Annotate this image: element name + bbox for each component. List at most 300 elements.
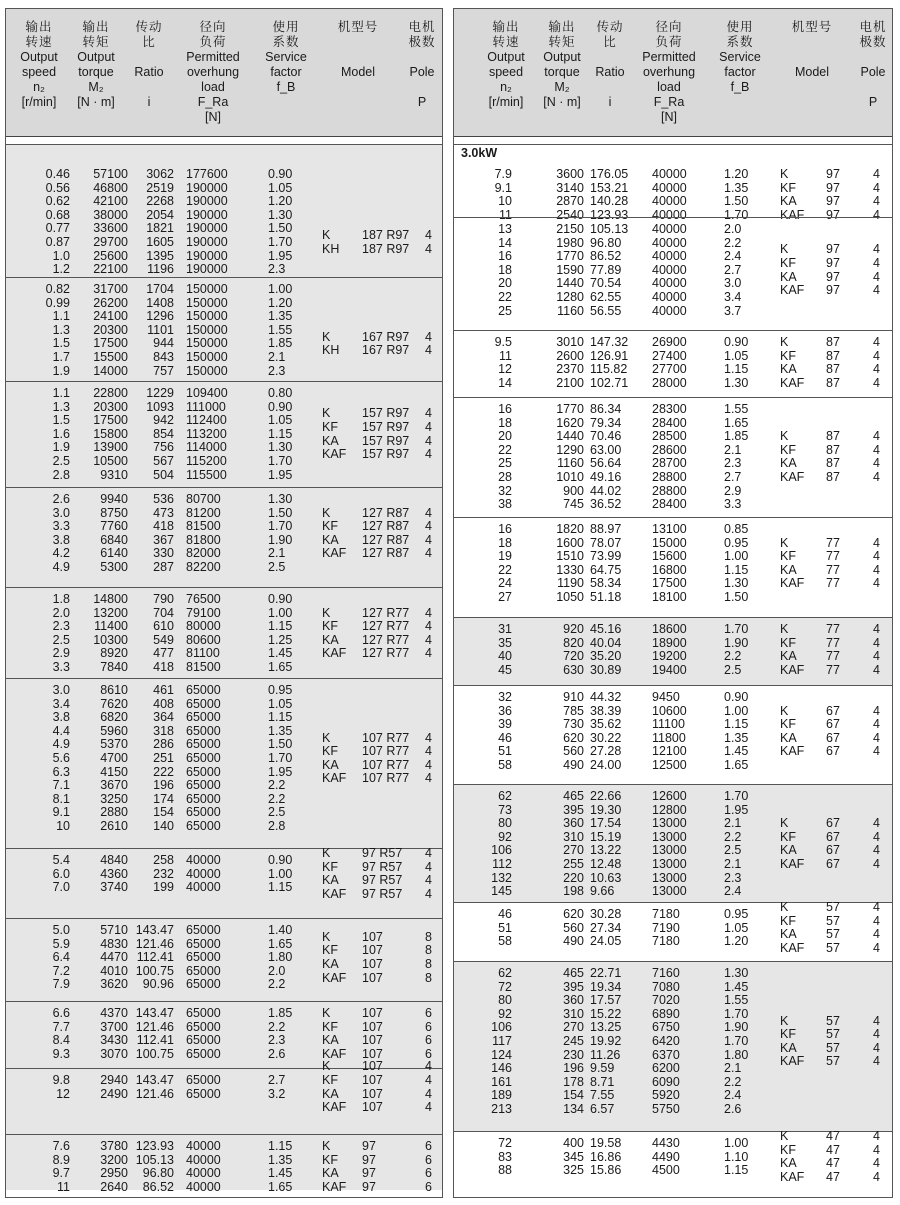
right-cell-speed: 9.1 <box>494 180 512 195</box>
right-cell-service: 1.30 <box>724 576 749 591</box>
right-cell-torque: 1980 <box>556 235 584 250</box>
left-cell-torque: 3780 <box>100 1139 128 1153</box>
left-cell-ratio: 2054 <box>146 207 174 222</box>
left-model-mtype: K <box>322 505 331 520</box>
right-cell-torque: 178 <box>563 1074 584 1089</box>
left-model-mtype: K <box>322 228 331 243</box>
left-table-row <box>6 195 442 208</box>
left-model-mnum: 97 <box>362 1166 376 1181</box>
right-cell-speed: 62 <box>498 966 512 980</box>
right-cell-ratio: 123.93 <box>590 207 629 222</box>
right-cell-speed: 22 <box>498 442 512 457</box>
left-cell-service: 1.20 <box>268 194 293 209</box>
right-header-torque-line: [N · m] <box>543 95 581 109</box>
right-model-row <box>454 942 892 955</box>
left-model-mtype: K <box>322 329 331 344</box>
left-cell-load: 40000 <box>186 1166 221 1181</box>
right-model-mnum: 97 <box>826 283 840 298</box>
left-cell-service: 1.00 <box>268 866 293 881</box>
right-model-mnum: 97 <box>826 180 840 195</box>
left-cell-ratio: 100.75 <box>135 963 174 978</box>
left-header-torque <box>68 20 124 110</box>
left-header-service-line: 使用 <box>272 20 300 34</box>
left-cell-speed: 2.6 <box>52 492 70 506</box>
left-cell-ratio: 1101 <box>147 322 174 337</box>
left-header-load <box>174 20 252 125</box>
left-cell-ratio: 408 <box>153 696 174 711</box>
left-model-mtype: KF <box>322 1073 338 1087</box>
left-model-row <box>6 547 442 560</box>
right-cell-ratio: 73.99 <box>590 549 622 564</box>
right-model-mtype: KF <box>780 180 796 195</box>
left-model-pole: 6 <box>425 1179 432 1194</box>
right-model-mnum: 97 <box>826 167 840 181</box>
right-model-pole: 4 <box>873 829 880 844</box>
right-cell-load: 12800 <box>652 802 687 817</box>
left-model-mnum: 97 R57 <box>362 887 403 901</box>
left-cell-ratio: 100.75 <box>135 1046 174 1061</box>
right-cell-torque: 3140 <box>556 180 584 195</box>
right-model-row <box>454 257 892 270</box>
left-cell-load: 65000 <box>186 805 221 820</box>
left-cell-ratio: 944 <box>153 336 174 351</box>
right-cell-load: 7180 <box>652 934 680 949</box>
right-model-pole: 4 <box>873 913 880 928</box>
left-cell-ratio: 258 <box>153 853 174 867</box>
right-cell-load: 27400 <box>652 348 687 363</box>
right-cell-speed: 36 <box>498 703 512 718</box>
right-model-mtype: KF <box>780 1142 796 1157</box>
right-cell-ratio: 58.34 <box>590 576 622 591</box>
right-cell-torque: 1600 <box>556 535 584 550</box>
left-model-pole: 8 <box>425 943 432 958</box>
right-model-row <box>454 168 892 181</box>
right-table-row <box>454 591 892 604</box>
right-table-row <box>454 223 892 236</box>
left-model-mtype: KAF <box>322 771 347 786</box>
right-cell-service: 1.30 <box>724 966 749 980</box>
right-model-mtype: KA <box>780 269 797 284</box>
right-cell-service: 1.15 <box>724 717 749 732</box>
right-cell-load: 15600 <box>652 549 687 564</box>
left-cell-service: 2.6 <box>268 1046 286 1061</box>
right-cell-torque: 1290 <box>556 442 584 457</box>
left-cell-load: 81200 <box>186 505 221 520</box>
right-cell-torque: 490 <box>563 934 584 949</box>
left-table-row <box>6 469 442 482</box>
right-cell-speed: 112 <box>492 857 512 871</box>
right-table-row <box>454 417 892 430</box>
left-cell-service: 1.30 <box>268 207 293 222</box>
left-model-mnum: 157 R97 <box>362 420 410 434</box>
right-header-ratio-line: Ratio <box>595 65 625 79</box>
left-cell-ratio: 1704 <box>146 282 174 296</box>
left-header-load-line: load <box>201 80 225 94</box>
left-cell-service: 1.70 <box>268 519 293 534</box>
left-model-row <box>6 1074 442 1087</box>
right-cell-speed: 80 <box>498 816 512 831</box>
left-cell-ratio: 843 <box>153 350 174 364</box>
right-cell-load: 12500 <box>652 758 687 772</box>
left-model-row <box>6 448 442 461</box>
right-cell-ratio: 6.57 <box>590 1102 615 1116</box>
right-cell-ratio: 96.80 <box>590 235 622 250</box>
right-model-mnum: 67 <box>826 717 840 732</box>
right-table-row <box>454 1076 892 1089</box>
right-header-service-line: f_B <box>730 80 750 94</box>
right-cell-ratio: 44.32 <box>590 690 622 704</box>
left-cell-service: 0.90 <box>268 167 293 181</box>
right-model-mnum: 57 <box>826 1013 840 1028</box>
left-cell-load: 65000 <box>186 1033 221 1048</box>
right-cell-speed: 117 <box>492 1034 512 1048</box>
left-model-mtype: KAF <box>322 1179 347 1194</box>
left-cell-torque: 4470 <box>100 950 128 965</box>
left-model-pole: 4 <box>425 859 432 874</box>
right-cell-service: 0.95 <box>724 535 749 550</box>
left-model-mnum: 107 <box>362 1100 383 1115</box>
right-cell-torque: 325 <box>563 1163 584 1178</box>
right-model-pole: 4 <box>873 816 880 831</box>
right-cell-service: 1.90 <box>724 1020 749 1035</box>
left-cell-service: 0.95 <box>268 683 293 697</box>
right-cell-ratio: 35.20 <box>590 649 622 664</box>
right-cell-speed: 83 <box>498 1149 512 1164</box>
left-cell-load: 190000 <box>186 235 228 249</box>
right-cell-torque: 154 <box>563 1088 584 1103</box>
right-model-pole: 4 <box>873 535 880 550</box>
left-model-pole: 4 <box>425 605 432 620</box>
left-header-speed-line: Output <box>20 50 58 64</box>
left-cell-ratio: 1821 <box>146 221 174 236</box>
right-table-row <box>454 1103 892 1116</box>
right-cell-load: 19200 <box>652 649 687 664</box>
left-cell-service: 2.2 <box>268 1019 286 1034</box>
right-table-row <box>454 305 892 318</box>
right-model-pole: 4 <box>873 562 880 577</box>
right-cell-service: 1.30 <box>724 375 749 390</box>
right-cell-service: 1.00 <box>724 1136 749 1150</box>
right-cell-load: 11800 <box>652 730 686 745</box>
right-model-row <box>454 444 892 457</box>
left-cell-torque: 3670 <box>100 778 128 793</box>
right-cell-load: 40000 <box>652 235 687 250</box>
left-cell-speed: 2.8 <box>52 467 70 482</box>
right-model-mtype: K <box>780 1013 789 1028</box>
left-cell-load: 65000 <box>186 1046 221 1061</box>
right-model-mtype: KAF <box>780 207 805 222</box>
right-cell-load: 13000 <box>652 870 687 885</box>
left-cell-ratio: 567 <box>153 454 174 468</box>
right-header-load-line: Permitted <box>642 50 696 64</box>
right-cell-speed: 16 <box>498 402 512 416</box>
left-model-pole: 4 <box>425 241 432 256</box>
left-model-pole: 4 <box>425 1073 432 1087</box>
left-cell-torque: 3250 <box>100 791 128 806</box>
left-cell-ratio: 364 <box>153 710 174 725</box>
right-cell-speed: 22 <box>498 290 512 304</box>
right-cell-load: 9450 <box>652 690 680 704</box>
right-header-pole-line: P <box>868 95 878 109</box>
right-header-model-line: 机型号 <box>791 20 833 34</box>
right-cell-torque: 3010 <box>556 335 584 349</box>
left-cell-torque: 26200 <box>93 295 128 310</box>
right-cell-torque: 910 <box>563 690 584 704</box>
left-cell-ratio: 96.80 <box>142 1166 174 1181</box>
left-cell-speed: 9.1 <box>52 805 70 820</box>
left-cell-load: 40000 <box>186 880 221 895</box>
left-table-row <box>6 793 442 806</box>
left-table-row <box>6 698 442 711</box>
right-cell-speed: 31 <box>498 622 512 636</box>
right-cell-load: 13000 <box>652 816 687 831</box>
right-header-service-line: 使用 <box>726 20 754 34</box>
left-model-mtype: KF <box>322 859 338 874</box>
right-cell-torque: 400 <box>563 1136 584 1150</box>
right-cell-service: 1.00 <box>724 703 749 718</box>
left-model-row <box>6 1034 442 1047</box>
left-model-row <box>6 331 442 344</box>
right-model-row <box>454 577 892 590</box>
left-model-mnum: 187 R97 <box>362 241 410 256</box>
right-model-row <box>454 858 892 871</box>
right-model-pole: 4 <box>873 269 880 284</box>
left-cell-torque: 4830 <box>100 936 128 951</box>
left-cell-ratio: 549 <box>153 632 174 647</box>
right-cell-service: 1.15 <box>724 362 749 377</box>
right-cell-speed: 22 <box>498 562 512 577</box>
right-model-mtype: K <box>780 429 789 444</box>
left-cell-service: 1.95 <box>268 764 293 779</box>
left-cell-load: 65000 <box>186 710 221 725</box>
right-cell-load: 6090 <box>652 1074 680 1089</box>
left-cell-torque: 7620 <box>100 696 128 711</box>
right-table-row <box>454 523 892 536</box>
left-cell-torque: 15800 <box>93 426 128 441</box>
left-model-pole: 4 <box>425 505 432 520</box>
left-cell-load: 40000 <box>186 1139 221 1153</box>
left-header-pole-line <box>404 80 440 95</box>
left-model-pole: 4 <box>425 329 432 344</box>
right-model-row <box>454 377 892 390</box>
right-cell-load: 28400 <box>652 415 687 430</box>
right-cell-load: 40000 <box>652 180 687 195</box>
right-cell-load: 40000 <box>652 222 687 236</box>
right-cell-torque: 270 <box>563 1020 584 1035</box>
right-header-service-line: Service <box>719 50 761 64</box>
left-cell-ratio: 222 <box>153 764 174 779</box>
left-model-row <box>6 861 442 874</box>
right-cell-load: 6420 <box>652 1034 680 1048</box>
left-header-ratio-line: i <box>147 95 151 109</box>
left-cell-speed: 9.7 <box>52 1166 70 1181</box>
left-cell-torque: 4370 <box>100 1006 128 1020</box>
left-model-row <box>6 1181 442 1194</box>
right-cell-speed: 92 <box>498 829 512 844</box>
left-cell-torque: 24100 <box>93 309 128 324</box>
right-model-row <box>454 1028 892 1041</box>
right-model-row <box>454 336 892 349</box>
right-cell-service: 2.4 <box>724 884 742 899</box>
left-model-row <box>6 344 442 357</box>
left-header-pole-line <box>404 50 440 65</box>
right-cell-service: 1.20 <box>724 167 749 181</box>
left-cell-load: 111000 <box>186 399 226 414</box>
left-cell-torque: 6140 <box>100 546 128 561</box>
right-cell-ratio: 45.16 <box>590 622 622 636</box>
left-cell-service: 1.50 <box>268 221 293 236</box>
right-model-mnum: 97 <box>826 269 840 284</box>
right-cell-speed: 73 <box>498 802 512 817</box>
right-header-pole-line: 电机 <box>859 20 887 34</box>
right-model-pole: 4 <box>873 717 880 732</box>
left-model-row <box>6 229 442 242</box>
left-cell-speed: 2.0 <box>52 605 70 620</box>
right-header-model <box>776 20 848 80</box>
right-model-mnum: 47 <box>826 1129 840 1144</box>
right-model-mtype: KF <box>780 256 796 270</box>
right-cell-ratio: 27.28 <box>590 744 622 759</box>
right-cell-load: 6750 <box>652 1020 680 1035</box>
right-model-mtype: KAF <box>780 662 805 677</box>
left-cell-load: 65000 <box>186 778 221 793</box>
right-cell-service: 1.55 <box>724 993 749 1008</box>
left-cell-torque: 2950 <box>100 1166 128 1181</box>
left-cell-torque: 6840 <box>100 532 128 547</box>
right-cell-service: 1.95 <box>724 802 749 817</box>
left-cell-torque: 2940 <box>100 1073 128 1087</box>
right-model-pole: 4 <box>873 1013 880 1028</box>
right-cell-ratio: 86.52 <box>590 249 622 264</box>
right-cell-service: 1.50 <box>724 194 749 209</box>
right-cell-torque: 1160 <box>557 456 584 471</box>
left-cell-speed: 6.3 <box>52 764 70 779</box>
left-model-pole: 8 <box>425 970 432 985</box>
left-cell-speed: 1.2 <box>52 262 70 277</box>
left-model-pole: 6 <box>425 1019 432 1034</box>
left-cell-ratio: 86.52 <box>142 1179 174 1194</box>
right-model-mtype: KA <box>780 362 797 377</box>
right-cell-torque: 360 <box>563 993 584 1008</box>
left-cell-speed: 1.7 <box>52 350 70 364</box>
left-cell-service: 1.15 <box>268 880 293 895</box>
right-cell-ratio: 10.63 <box>590 870 622 885</box>
left-model-pole: 4 <box>425 546 432 561</box>
right-cell-speed: 18 <box>498 535 512 550</box>
left-cell-load: 115200 <box>186 454 227 468</box>
right-model-pole: 4 <box>873 1054 880 1069</box>
right-cell-load: 28000 <box>652 375 687 390</box>
left-cell-load: 65000 <box>186 950 221 965</box>
left-cell-speed: 4.2 <box>52 546 70 561</box>
left-cell-load: 80000 <box>186 619 221 634</box>
left-cell-service: 1.15 <box>268 1139 293 1153</box>
left-cell-load: 113200 <box>186 426 227 441</box>
right-model-mtype: KA <box>780 843 797 858</box>
left-cell-torque: 4700 <box>100 751 128 765</box>
left-cell-speed: 0.62 <box>45 194 70 209</box>
right-cell-service: 1.45 <box>724 979 749 994</box>
right-model-row <box>454 831 892 844</box>
left-cell-load: 150000 <box>186 363 228 378</box>
right-cell-torque: 1770 <box>556 249 584 264</box>
left-cell-service: 1.70 <box>268 235 293 249</box>
right-cell-torque: 785 <box>563 703 584 718</box>
left-cell-ratio: 143.47 <box>135 1073 174 1087</box>
left-cell-service: 1.20 <box>268 295 293 310</box>
left-cell-load: 65000 <box>186 1073 221 1087</box>
right-cell-ratio: 126.91 <box>590 348 629 363</box>
left-cell-load: 40000 <box>186 866 221 881</box>
right-cell-service: 0.90 <box>724 335 749 349</box>
left-cell-ratio: 790 <box>153 592 174 606</box>
left-model-mtype: KF <box>322 1152 338 1167</box>
right-cell-torque: 198 <box>563 884 584 899</box>
left-table-row <box>6 310 442 323</box>
left-cell-speed: 1.0 <box>52 248 70 263</box>
left-cell-torque: 3200 <box>100 1152 128 1167</box>
right-cell-ratio: 9.59 <box>590 1061 615 1076</box>
right-cell-ratio: 77.89 <box>590 262 622 277</box>
right-cell-torque: 2600 <box>556 348 584 363</box>
left-cell-load: 190000 <box>186 180 228 195</box>
right-model-row <box>454 705 892 718</box>
left-model-row <box>6 647 442 660</box>
left-model-pole: 4 <box>425 1100 432 1115</box>
right-cell-service: 2.1 <box>724 442 742 457</box>
left-cell-torque: 2610 <box>100 819 128 833</box>
right-cell-torque: 1330 <box>556 562 584 577</box>
right-cell-load: 40000 <box>652 207 687 222</box>
right-cell-speed: 28 <box>498 470 512 484</box>
right-model-mnum: 77 <box>826 622 840 636</box>
left-cell-ratio: 286 <box>153 737 174 752</box>
right-model-mnum: 77 <box>826 549 840 564</box>
right-cell-speed: 106 <box>491 843 512 858</box>
left-cell-speed: 7.6 <box>52 1139 70 1153</box>
left-cell-ratio: 1408 <box>146 295 174 310</box>
left-model-pole: 4 <box>425 846 432 861</box>
right-cell-torque: 345 <box>563 1149 584 1164</box>
left-model-mtype: KF <box>322 943 338 958</box>
right-cell-ratio: 13.22 <box>590 843 622 858</box>
right-model-mtype: KF <box>780 829 796 844</box>
right-model-mtype: KA <box>780 562 797 577</box>
right-cell-load: 4490 <box>652 1149 680 1164</box>
left-cell-speed: 1.1 <box>52 309 70 324</box>
right-cell-ratio: 27.34 <box>590 920 622 935</box>
right-cell-torque: 1010 <box>556 470 584 484</box>
left-cell-ratio: 461 <box>153 683 174 697</box>
left-model-mtype: K <box>322 406 331 421</box>
left-model-mtype: KA <box>322 1086 339 1101</box>
left-cell-speed: 5.6 <box>52 751 70 765</box>
right-model-pole: 4 <box>873 744 880 759</box>
right-cell-ratio: 8.71 <box>590 1074 615 1089</box>
left-header-torque-line: 输出 <box>82 20 110 34</box>
right-cell-speed: 20 <box>498 276 512 291</box>
left-model-mnum: 157 R97 <box>362 406 410 421</box>
left-model-pole: 4 <box>425 1086 432 1101</box>
right-cell-torque: 310 <box>563 1006 584 1021</box>
left-cell-speed: 0.87 <box>45 235 70 249</box>
left-cell-load: 114000 <box>186 440 227 455</box>
left-cell-load: 112400 <box>186 413 227 428</box>
left-cell-ratio: 704 <box>153 605 174 620</box>
right-cell-speed: 13 <box>498 222 512 236</box>
left-header-pole-line: 极数 <box>408 35 436 49</box>
left-cell-speed: 8.4 <box>52 1033 70 1048</box>
